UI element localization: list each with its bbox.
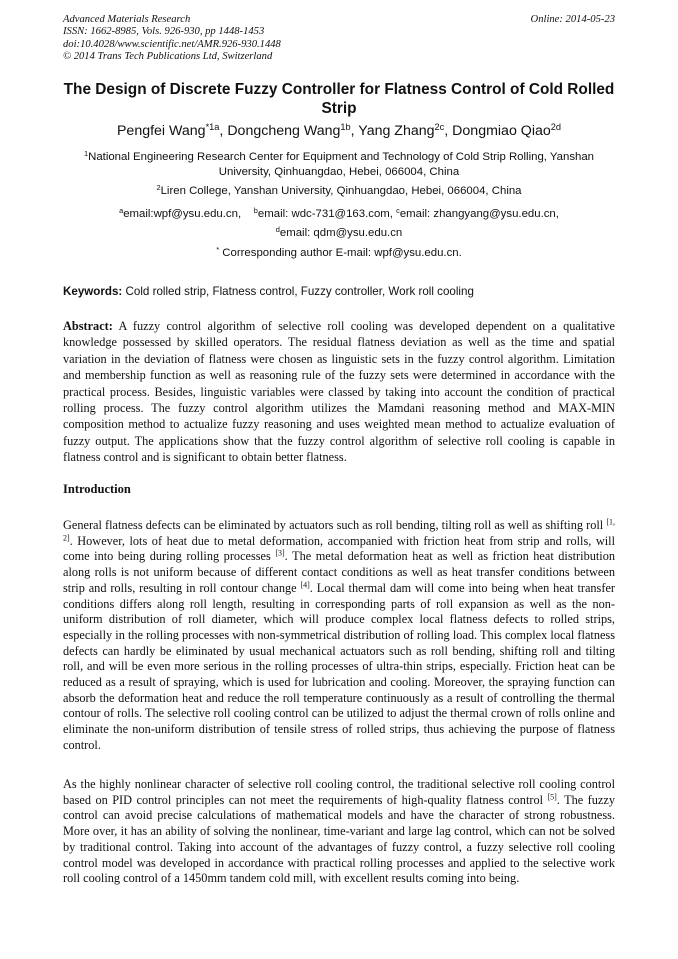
paragraph-text: General flatness defects can be eliminated by actuators such as roll bending, tilting roll as well as shifting roll: [63, 518, 607, 532]
author-name: Dongcheng Wang: [227, 123, 341, 139]
corresponding-mark: *: [216, 244, 220, 254]
email-d[interactable]: email: qdm@ysu.edu.cn: [279, 227, 403, 239]
paragraph-text: . The fuzzy control can avoid precise calculations of mathematical models and have the character of strong robustness. More over, it has an ability of solving the nonlinear, time-variant and large lag control, which can not be solved by traditional control. Taking into account of the advantages of fuzzy control, a fuzzy selective roll cooling control model was developed in accordance with practical rolling processes and applied to the selective work roll cooling control of a 1450mm tandem cold mill, with excellent results coming into being.: [63, 792, 615, 886]
email-mark: d: [275, 224, 280, 234]
keywords-text: Cold rolled strip, Flatness control, Fuzzy controller, Work roll cooling: [125, 285, 474, 298]
introduction-paragraph-2: [63, 777, 615, 887]
citation[interactable]: [5]: [547, 792, 557, 802]
affiliation-text: Liren College, Yanshan University, Qinhuangdao, Hebei, 066004, China: [160, 185, 522, 197]
paragraph-text: . However, lots of heat due to metal deformation, accompanied with friction heat from strip and rolls, will come into being during rolling processes: [63, 533, 615, 564]
keywords-label: Keywords:: [63, 285, 123, 298]
author-separator: ,: [350, 123, 359, 139]
author-name: Dongmiao Qiao: [452, 123, 551, 139]
introduction-paragraph-1: [63, 518, 615, 754]
introduction-heading: Introduction: [63, 482, 131, 496]
affiliation-mark: 2: [156, 182, 161, 192]
paper-title: The Design of Discrete Fuzzy Controller for Flatness Control of Cold Rolled Strip: [63, 81, 615, 117]
corresponding-author: [63, 246, 615, 261]
author-list: [63, 123, 615, 140]
email-mark: c: [396, 205, 400, 215]
journal-header: [63, 14, 615, 64]
keywords: [63, 284, 615, 299]
journal-name: Advanced Materials Research: [63, 14, 191, 25]
author-affiliation-mark: *1a: [205, 121, 220, 132]
online-date: Online: 2014-05-23: [530, 14, 615, 25]
email-mark: a: [119, 205, 124, 215]
author-emails: [63, 205, 615, 243]
journal-doi[interactable]: doi:10.4028/www.scientific.net/AMR.926-930.1448: [63, 38, 281, 50]
paragraph-text: As the highly nonlinear character of selective roll cooling control, the traditional selective roll cooling control based on PID control principles can not meet the requirements of high-quality flatness control: [63, 777, 615, 807]
email-a[interactable]: email:wpf@ysu.edu.cn,: [123, 208, 242, 220]
citation[interactable]: [4]: [300, 580, 310, 590]
citation[interactable]: [3]: [275, 549, 285, 559]
journal-issn: ISSN: 1662-8985, Vols. 926-930, pp 1448-1453: [63, 26, 265, 38]
author-separator: ,: [219, 123, 228, 139]
author-affiliation-mark: 2c: [434, 121, 445, 132]
paragraph-text: . Local thermal dam will come into being when heat transfer conditions differs along roll length, resulting in corresponding parts of roll expansion as well as the non-uniform distribution of roll diameter, which will produce complex local flatness defects to rolled strips, especially in the rolling processes with non-symmetrical distribution of rolling load. This complex local flatness defects can hardly be eliminated by usual mechanical actuators such as roll bending, shifting roll and tilting roll, and will be even more serious in the rolling processes of ultra-thin strips, especially. Friction heat can be reduced as a result of spraying, which is used for lubrication and cooling. Moreover, the spraying function can absorb the deformation heat and reduce the roll temperature continuously as a result of controlling the thermal contour of rolls. The selective roll cooling control can be utilized to adjust the thermal crown of rolls online and eliminate the non-uniform distribution of tensile stress of rolled strips, thus achieving the purpose of flatness control.: [63, 580, 615, 752]
paragraph-text: . The metal deformation heat as well as friction heat distribution along rolls is not uniform because of different contact conditions as well as heat transfer conditions between strip and rolls, resulting in roll contour change: [63, 549, 615, 595]
abstract-label: Abstract:: [63, 319, 113, 333]
journal-copyright: © 2014 Trans Tech Publications Ltd, Switzerland: [63, 51, 273, 63]
corresponding-text[interactable]: Corresponding author E-mail: wpf@ysu.edu.cn.: [222, 247, 462, 259]
author-name: Pengfei Wang: [116, 123, 206, 139]
affiliation-text: National Engineering Research Center for Equipment and Technology of Cold Strip Rolling, Yanshan University, Qinhuangdao, Hebei, 066004, China: [88, 151, 595, 178]
affiliation-2: [63, 184, 615, 199]
email-c[interactable]: email: zhangyang@ysu.edu.cn,: [399, 208, 559, 220]
author-name: Yang Zhang: [358, 123, 435, 139]
author-affiliation-mark: 2d: [550, 121, 562, 132]
abstract-text: A fuzzy control algorithm of selective roll cooling was developed dependent on a qualitative knowledge possessed by skilled operators. The residual flatness deviation as well as the time and spatial variation in the deviation of flatness were chosen as linguistic sets in the fuzzy control algorithm. Limitation and membership function as well as reasoning rule of the fuzzy sets were determined in accordance with the practical process. Besides, linguistic variables were classed by taking into account the condition of practical rolling process. The fuzzy control algorithm utilizes the Mamdani reasoning method and MAX-MIN composition method to actualize fuzzy reasoning and uses weighted mean method to actualize evaluation of fuzzy output. The applications show that the fuzzy control algorithm of selective roll cooling is capable in flatness control and is significant to obtain better flatness.: [63, 319, 615, 465]
affiliation-1: [63, 150, 615, 180]
citation[interactable]: [1, 2]: [63, 517, 615, 543]
email-mark: b: [253, 205, 258, 215]
author-affiliation-mark: 1b: [340, 121, 351, 132]
affiliation-mark: 1: [83, 148, 89, 158]
abstract: [63, 318, 615, 466]
author-separator: ,: [444, 123, 453, 139]
email-b[interactable]: email: wdc-731@163.com,: [257, 208, 393, 220]
